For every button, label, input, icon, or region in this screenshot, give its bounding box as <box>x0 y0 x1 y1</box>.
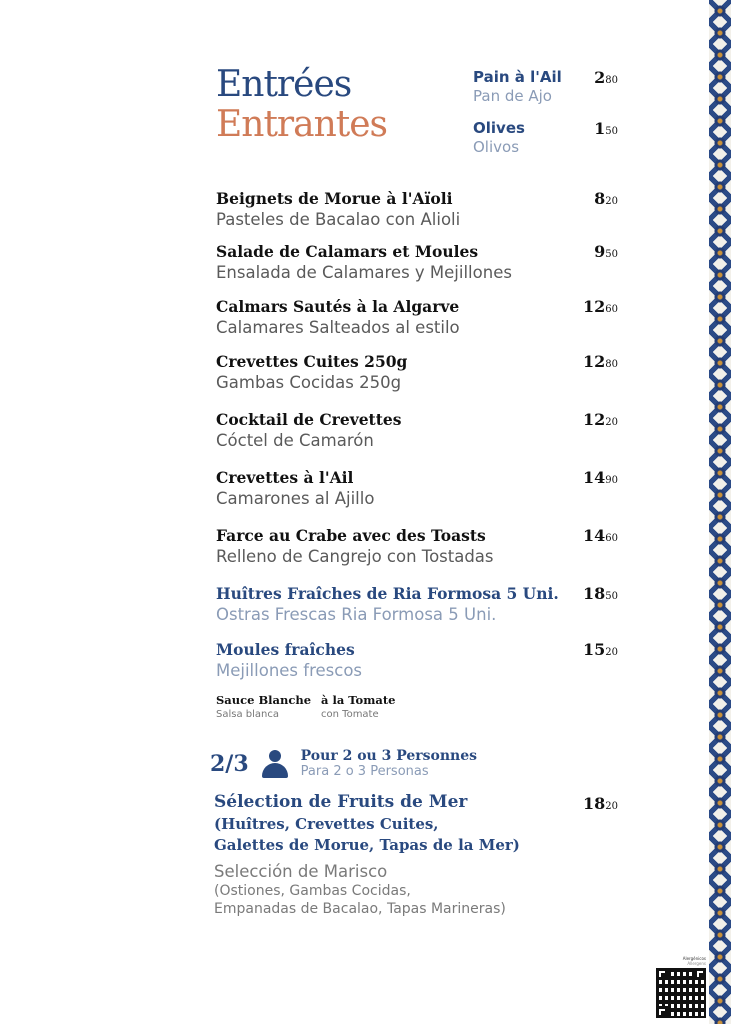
item-name-es: Gambas Cocidas 250g <box>216 373 402 392</box>
section-title-es: Entrantes <box>216 104 388 145</box>
item-name-fr: Beignets de Morue à l'Aïoli <box>216 189 453 208</box>
menu-item <box>216 189 618 229</box>
item-name-es: Olivos <box>473 138 520 156</box>
sauce-name-es: Salsa blanca <box>216 709 279 720</box>
sauce-option <box>216 693 311 720</box>
item-name-es: Mejillones frescos <box>216 661 363 680</box>
menu-item <box>216 352 618 392</box>
section-title-fr: Entrées <box>216 64 352 105</box>
item-name-fr: Salade de Calamars et Moules <box>216 242 479 261</box>
allergens-label-en: Allergens <box>687 961 706 966</box>
item-price: 1280 <box>583 352 618 371</box>
item-name-fr: Crevettes Cuites 250g <box>216 352 408 371</box>
menu-item-olives <box>473 119 618 156</box>
item-desc-fr-line2: Galettes de Morue, Tapas de la Mer) <box>214 836 520 854</box>
item-name-fr: Moules fraîches <box>216 640 355 659</box>
item-price: 1850 <box>583 584 618 603</box>
item-name-fr: Olives <box>473 119 525 137</box>
sharing-note <box>210 748 477 779</box>
menu-item <box>216 242 618 282</box>
menu-item <box>216 297 618 337</box>
item-price: 280 <box>594 68 618 87</box>
menu-item <box>216 468 618 508</box>
item-price: 1520 <box>583 640 618 659</box>
item-name-fr: Crevettes à l'Ail <box>216 468 354 487</box>
item-name-fr: Calmars Sautés à la Algarve <box>216 297 460 316</box>
item-price: 1460 <box>583 526 618 545</box>
sharing-text-es: Para 2 o 3 Personas <box>300 764 429 779</box>
menu-item-oysters <box>216 584 618 624</box>
allergens-qr-block <box>654 956 706 1018</box>
sauce-options <box>216 693 395 720</box>
item-name-es: Selección de Marisco <box>214 862 388 881</box>
sauce-name-es: con Tomate <box>321 709 379 720</box>
item-name-es: Pan de Ajo <box>473 87 552 105</box>
item-name-es: Camarones al Ajillo <box>216 489 375 508</box>
sauce-name-fr: à la Tomate <box>321 693 396 707</box>
menu-item-seafood-selection <box>214 792 618 917</box>
menu-item-garlic-bread <box>473 68 618 105</box>
sauce-option <box>321 693 395 720</box>
allergens-label: Alergénicos <box>682 956 706 961</box>
item-name-fr: Huîtres Fraîches de Ria Formosa 5 Uni. <box>216 584 559 603</box>
item-price: 1220 <box>583 410 618 429</box>
item-name-es: Cóctel de Camarón <box>216 431 374 450</box>
sauce-name-fr: Sauce Blanche <box>216 693 312 707</box>
item-name-fr: Farce au Crabe avec des Toasts <box>216 526 486 545</box>
item-name-fr: Pain à l'Ail <box>473 68 562 86</box>
item-name-es: Relleno de Cangrejo con Tostadas <box>216 547 494 566</box>
menu-item <box>216 526 618 566</box>
item-name-fr: Cocktail de Crevettes <box>216 410 402 429</box>
item-name-es: Ostras Frescas Ria Formosa 5 Uni. <box>216 605 497 624</box>
qr-code[interactable] <box>656 968 706 1018</box>
item-price: 1490 <box>583 468 618 487</box>
item-price: 1820 <box>583 794 618 813</box>
item-desc-fr-line1: (Huîtres, Crevettes Cuites, <box>214 815 439 833</box>
people-count: 2/3 <box>210 750 249 777</box>
decorative-tile-border <box>709 0 731 1024</box>
sharing-text-fr: Pour 2 ou 3 Personnes <box>300 748 477 764</box>
item-price: 820 <box>594 189 618 208</box>
person-icon <box>261 749 289 779</box>
item-desc-es-line1: (Ostiones, Gambas Cocidas, <box>214 883 411 899</box>
item-name-es: Ensalada de Calamares y Mejillones <box>216 263 512 282</box>
item-price: 150 <box>594 119 618 138</box>
item-name-es: Calamares Salteados al estilo <box>216 318 460 337</box>
item-desc-es-line2: Empanadas de Bacalao, Tapas Marineras) <box>214 901 506 917</box>
item-price: 950 <box>594 242 618 261</box>
item-name-fr: Sélection de Fruits de Mer <box>214 792 468 812</box>
menu-item <box>216 410 618 450</box>
menu-item-mussels <box>216 640 618 680</box>
item-name-es: Pasteles de Bacalao con Alioli <box>216 210 461 229</box>
item-price: 1260 <box>583 297 618 316</box>
